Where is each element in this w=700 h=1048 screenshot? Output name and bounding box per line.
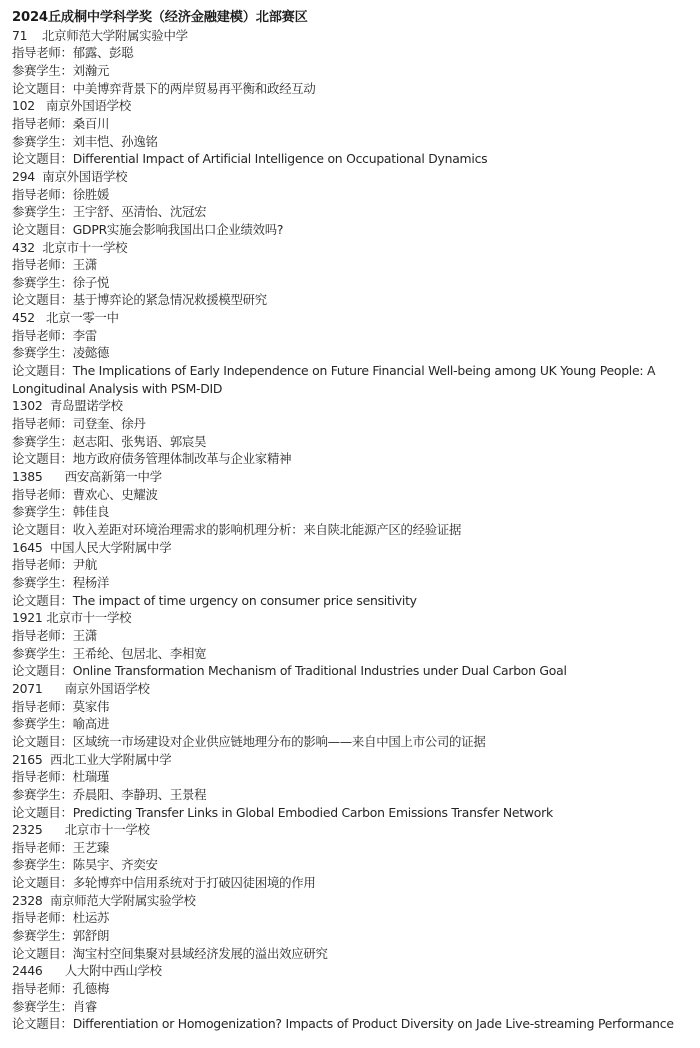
advisor-line: [12, 768, 692, 786]
paper-label: 论文题目：: [12, 875, 73, 891]
entry: [12, 309, 692, 397]
paper-label: 论文题目：: [12, 1016, 73, 1032]
school-name: 北京一零一中: [45, 310, 119, 326]
students-label: 参赛学生：: [12, 433, 73, 449]
student-names: 王希纶、包居北、李相宽: [72, 645, 207, 661]
paper-title: The impact of time urgency on consumer price sensitivity: [72, 592, 417, 608]
entry: [12, 539, 692, 610]
entry: [12, 962, 692, 1033]
advisor-line: [12, 627, 692, 645]
students-label: 参赛学生：: [12, 998, 73, 1014]
paper-title: 区域统一市场建设对企业供应链地理分布的影响——来自中国上市公司的证据: [72, 733, 486, 749]
student-names: 乔晨阳、李静玥、王景程: [72, 786, 207, 802]
advisor-label: 指导老师：: [12, 627, 73, 643]
students-label: 参赛学生：: [12, 345, 73, 361]
entry-gap: [43, 469, 65, 484]
document-title: 2024丘成桐中学科学奖（经济金融建模）北部赛区: [12, 10, 308, 25]
school-name: 南京外国语学校: [45, 98, 131, 114]
advisor-label: 指导老师：: [12, 839, 73, 855]
entry-header: [12, 680, 692, 698]
advisor-line: [12, 327, 692, 345]
students-label: 参赛学生：: [12, 857, 73, 873]
students-label: 参赛学生：: [12, 504, 73, 520]
school-name: 北京市十一学校: [42, 239, 128, 255]
entry-gap: [43, 681, 65, 696]
students-label: 参赛学生：: [12, 274, 73, 290]
advisor-names: 王潇: [72, 627, 97, 643]
advisor-label: 指导老师：: [12, 416, 73, 432]
entry: [12, 168, 692, 239]
paper-label: 论文题目：: [12, 945, 73, 961]
students-line: [12, 998, 692, 1016]
paper-label: 论文题目：: [12, 451, 73, 467]
entry-number: 2325: [12, 822, 43, 838]
advisor-names: 孔德梅: [72, 981, 110, 997]
paper-label: 论文题目：: [12, 522, 73, 538]
student-names: 喻高进: [72, 716, 110, 732]
students-line: [12, 715, 692, 733]
entry-number: 294: [12, 168, 35, 184]
advisor-line: [12, 186, 692, 204]
paper-title: Differentiation or Homogenization? Impacts of Product Diversity on Jade Live-streaming Performance: [72, 1016, 674, 1032]
paper-label: 论文题目：: [12, 804, 73, 820]
paper-title: 收入差距对环境治理需求的影响机理分析：来自陕北能源产区的经验证据: [72, 522, 462, 538]
entry-gap: [27, 28, 42, 43]
student-names: 凌懿德: [72, 345, 110, 361]
school-name: 北京师范大学附属实验中学: [42, 27, 188, 43]
school-name: 南京师范大学附属实验学校: [49, 892, 196, 908]
student-names: 徐子悦: [72, 274, 110, 290]
advisor-names: 司登奎、徐丹: [72, 416, 146, 432]
advisor-line: [12, 909, 692, 927]
entry-number: 2071: [12, 680, 43, 696]
entry-header: [12, 892, 692, 910]
paper-title: 地方政府债务管理体制改革与企业家精神: [72, 451, 292, 467]
advisor-label: 指导老师：: [12, 698, 73, 714]
student-names: 刘丰恺、孙逸铭: [72, 133, 158, 149]
paper-line: [12, 592, 692, 610]
paper-line: [12, 804, 692, 822]
students-label: 参赛学生：: [12, 204, 73, 220]
paper-label: 论文题目：: [12, 733, 73, 749]
entry-header: [12, 309, 692, 327]
entry-number: 1385: [12, 469, 43, 485]
entry-gap: [43, 893, 50, 908]
paper-label: 论文题目：: [12, 363, 73, 379]
student-names: 郭舒朗: [72, 928, 110, 944]
entry-number: 2446: [12, 963, 43, 979]
school-name: 人大附中西山学校: [64, 963, 162, 979]
entry-header: [12, 397, 692, 415]
school-name: 北京市十一学校: [64, 822, 150, 838]
students-line: [12, 927, 692, 945]
students-label: 参赛学生：: [12, 133, 73, 149]
advisor-label: 指导老师：: [12, 257, 73, 273]
school-name: 西北工业大学附属中学: [49, 751, 172, 767]
students-line: [12, 274, 692, 292]
advisor-line: [12, 44, 692, 62]
student-names: 王宇舒、巫清怡、沈冠宏: [72, 204, 207, 220]
entry-number: 102: [12, 98, 35, 114]
entry: [12, 397, 692, 468]
entry-header: [12, 821, 692, 839]
advisor-label: 指导老师：: [12, 115, 73, 131]
students-line: [12, 503, 692, 521]
advisor-names: 尹航: [72, 557, 97, 573]
entry: [12, 239, 692, 310]
paper-line: [12, 80, 692, 98]
entry-number: 1302: [12, 398, 43, 414]
advisor-names: 杜瑞瑾: [72, 769, 110, 785]
students-line: [12, 786, 692, 804]
students-label: 参赛学生：: [12, 786, 73, 802]
school-name: 南京外国语学校: [42, 168, 128, 184]
students-label: 参赛学生：: [12, 928, 73, 944]
advisor-line: [12, 486, 692, 504]
students-line: [12, 856, 692, 874]
students-label: 参赛学生：: [12, 62, 73, 78]
advisor-names: 王艺臻: [72, 839, 110, 855]
entry-header: [12, 239, 692, 257]
entry-header: [12, 539, 692, 557]
entries-list: [12, 27, 692, 1033]
advisor-label: 指导老师：: [12, 981, 73, 997]
school-name: 青岛盟诺学校: [49, 398, 123, 414]
student-names: 陈昊宇、齐奕安: [72, 857, 158, 873]
paper-title: Predicting Transfer Links in Global Embodied Carbon Emissions Transfer Network: [72, 804, 553, 820]
entry-header: [12, 27, 692, 45]
entry-number: 432: [12, 239, 35, 255]
advisor-label: 指导老师：: [12, 486, 73, 502]
paper-line: [12, 221, 692, 239]
student-names: 赵志阳、张隽语、郭宸昊: [72, 433, 207, 449]
entry-header: [12, 751, 692, 769]
advisor-line: [12, 556, 692, 574]
entry: [12, 892, 692, 963]
student-names: 韩佳良: [72, 504, 110, 520]
entry: [12, 680, 692, 751]
paper-title: 淘宝村空间集聚对县域经济发展的溢出效应研究: [72, 945, 328, 961]
entry-gap: [35, 310, 46, 325]
advisor-line: [12, 256, 692, 274]
paper-line: [12, 662, 692, 680]
students-line: [12, 203, 692, 221]
students-line: [12, 645, 692, 663]
student-names: 肖睿: [72, 998, 97, 1014]
paper-line: [12, 150, 692, 168]
entry-number: 452: [12, 310, 35, 326]
paper-line: [12, 521, 692, 539]
paper-title: 多轮博弈中信用系统对于打破囚徒困境的作用: [72, 875, 316, 891]
paper-line: [12, 450, 692, 468]
advisor-names: 郁露、彭聪: [72, 45, 134, 61]
paper-title: 基于博弈论的紧急情况救援模型研究: [72, 292, 267, 308]
paper-title: Differential Impact of Artificial Intelligence on Occupational Dynamics: [72, 151, 488, 167]
advisor-names: 王潇: [72, 257, 97, 273]
advisor-label: 指导老师：: [12, 186, 73, 202]
paper-line: [12, 733, 692, 751]
entry-gap: [43, 540, 50, 555]
entry-number: 1645: [12, 539, 43, 555]
entry-header: [12, 168, 692, 186]
entry-gap: [35, 98, 46, 113]
entry: [12, 609, 692, 680]
advisor-line: [12, 980, 692, 998]
entry-header: [12, 468, 692, 486]
entry: [12, 27, 692, 98]
advisor-label: 指导老师：: [12, 769, 73, 785]
advisor-line: [12, 698, 692, 716]
advisor-names: 曹欢心、史耀波: [72, 486, 158, 502]
school-name: 南京外国语学校: [64, 680, 150, 696]
advisor-line: [12, 415, 692, 433]
school-name: 西安高新第一中学: [64, 469, 162, 485]
entry-number: 71: [12, 27, 28, 43]
paper-title: The Implications of Early Independence on Future Financial Well-being among UK Young People: A Longitudinal Analysis with PSM-DID: [12, 363, 656, 396]
entry-number: 2328: [12, 892, 43, 908]
student-names: 程杨洋: [72, 574, 110, 590]
entry-gap: [43, 398, 50, 413]
entry-gap: [43, 752, 50, 767]
paper-label: 论文题目：: [12, 151, 73, 167]
advisor-label: 指导老师：: [12, 45, 73, 61]
entry-header: [12, 97, 692, 115]
paper-label: 论文题目：: [12, 80, 73, 96]
students-label: 参赛学生：: [12, 645, 73, 661]
advisor-names: 桑百川: [72, 115, 110, 131]
paper-line: [12, 945, 692, 963]
paper-line: [12, 291, 692, 309]
paper-title: GDPR实施会影响我国出口企业绩效吗?: [72, 221, 284, 237]
entry: [12, 751, 692, 822]
advisor-label: 指导老师：: [12, 557, 73, 573]
students-line: [12, 133, 692, 151]
paper-label: 论文题目：: [12, 592, 73, 608]
advisor-label: 指导老师：: [12, 910, 73, 926]
advisor-names: 莫家伟: [72, 698, 110, 714]
school-name: 北京市十一学校: [46, 610, 132, 626]
entry: [12, 468, 692, 539]
entry-header: [12, 962, 692, 980]
students-label: 参赛学生：: [12, 574, 73, 590]
students-line: [12, 433, 692, 451]
entry: [12, 821, 692, 892]
entry-number: 2165: [12, 751, 43, 767]
advisor-names: 徐胜媛: [72, 186, 110, 202]
students-line: [12, 574, 692, 592]
paper-label: 论文题目：: [12, 663, 73, 679]
school-name: 中国人民大学附属中学: [49, 539, 172, 555]
students-label: 参赛学生：: [12, 716, 73, 732]
paper-label: 论文题目：: [12, 292, 73, 308]
paper-line: [12, 362, 692, 397]
paper-label: 论文题目：: [12, 221, 73, 237]
paper-line: [12, 1015, 692, 1033]
paper-title: 中美博弈背景下的两岸贸易再平衡和政经互动: [72, 80, 316, 96]
paper-line: [12, 874, 692, 892]
students-line: [12, 344, 692, 362]
entry: [12, 97, 692, 168]
advisor-names: 杜运苏: [72, 910, 110, 926]
entry-gap: [43, 963, 65, 978]
advisor-line: [12, 839, 692, 857]
advisor-names: 李雷: [72, 327, 97, 343]
entry-number: 1921: [12, 610, 43, 626]
student-names: 刘瀚元: [72, 62, 110, 78]
paper-title: Online Transformation Mechanism of Traditional Industries under Dual Carbon Goal: [72, 663, 567, 679]
entry-gap: [43, 822, 65, 837]
students-line: [12, 62, 692, 80]
advisor-label: 指导老师：: [12, 327, 73, 343]
entry-header: [12, 609, 692, 627]
advisor-line: [12, 115, 692, 133]
